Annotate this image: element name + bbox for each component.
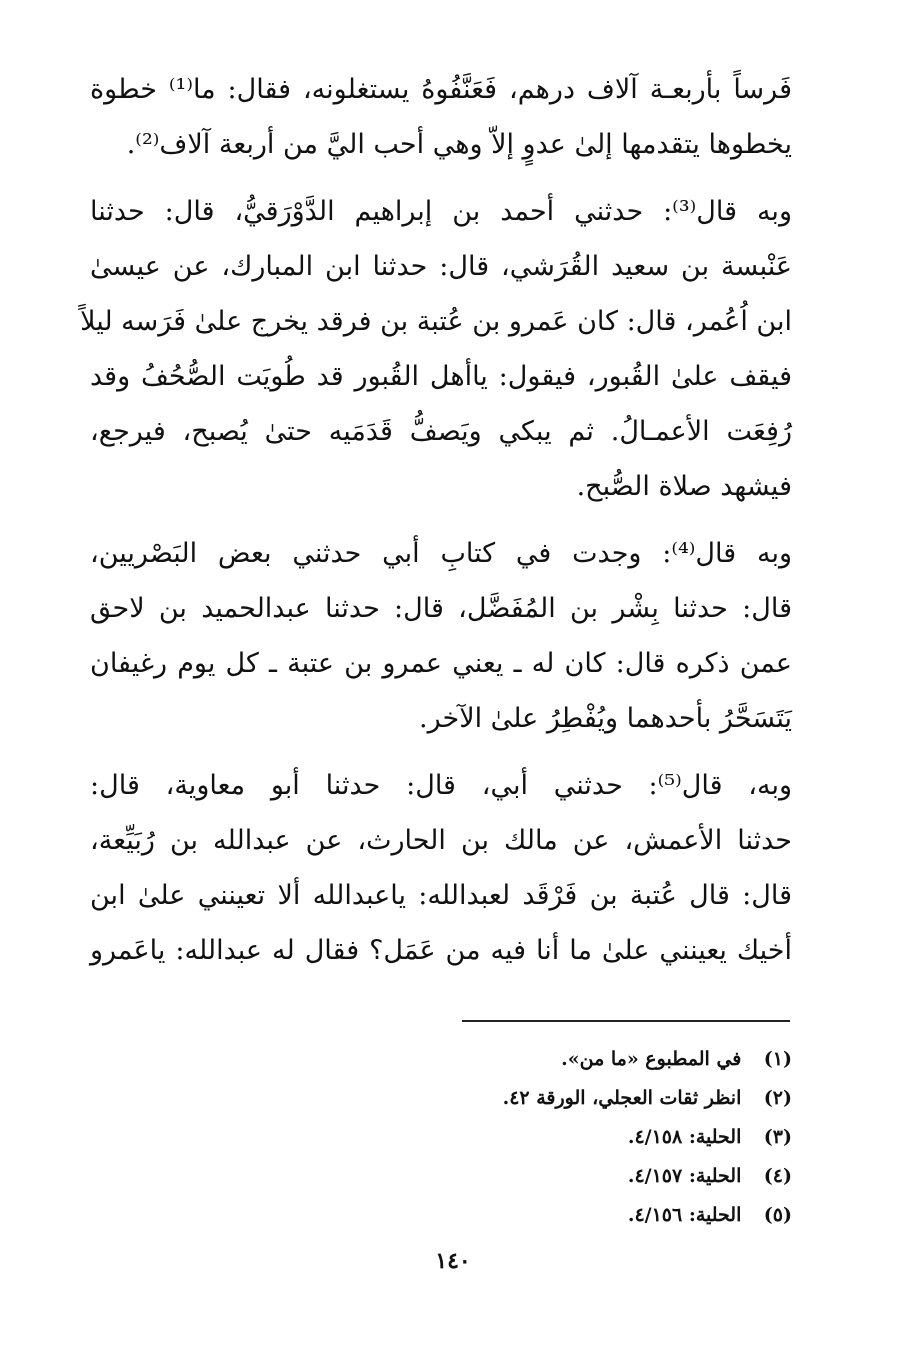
footnote-2 <box>400 1079 792 1118</box>
paragraph-2 <box>80 184 792 514</box>
text-line: فَرساً بأربعـة آلاف درهم، فَعَنَّفُوهُ يستغلونه، فقال: ما⁽¹⁾ خطوة <box>90 74 792 105</box>
text-line: وبه، قال⁽⁵⁾: حدثني أبي، قال: حدثنا أبو معاوية، قال: <box>90 770 792 801</box>
text-line: يخطوها يتقدمها إلىٰ عدوٍ إلاّ وهي أحب اليَّ من أربعة آلاف⁽²⁾. <box>126 129 792 160</box>
footnote-number: (٤) <box>763 1165 792 1187</box>
footnotes <box>400 1040 792 1235</box>
footnote-text: في المطبوع «ما من». <box>561 1048 742 1070</box>
footnote-1 <box>400 1040 792 1079</box>
footnote-3 <box>400 1118 792 1157</box>
text-line: رُفِعَت الأعمـالُ. ثم يبكي ويَصفُّ قَدَمَيه حتىٰ يُصبح، فيرجع، <box>90 416 792 447</box>
footnote-text: انظر ثقات العجلي، الورقة ٤٢. <box>502 1087 742 1109</box>
footnote-number: (٥) <box>763 1204 792 1226</box>
footnote-number: (١) <box>763 1048 792 1070</box>
footnote-number: (٣) <box>763 1126 792 1148</box>
footnote-text: الحلية: ٤/١٥٦. <box>627 1204 742 1226</box>
text-line: فيشهد صلاة الصُّبح. <box>576 471 792 502</box>
text-line: قال: قال عُتبة بن فَرْقَد لعبدالله: ياعبدالله ألا تعينني علىٰ ابن <box>90 880 792 911</box>
text-line: وبه قال⁽⁴⁾: وجدت في كتابِ أبي حدثني بعض البَصْريين، <box>90 538 793 569</box>
footnote-number: (٢) <box>763 1087 792 1109</box>
text-line: قال: حدثنا بِشْر بن المُفَضَّل، قال: حدثنا عبدالحميد بن لاحق <box>90 593 792 624</box>
text-line: عمن ذكره قال: كان له ـ يعني عمرو بن عتبة ـ كل يوم رغيفان <box>90 648 792 679</box>
footnote-5 <box>400 1196 792 1235</box>
text-line: ابن اُعُمر، قال: كان عَمرو بن عُتبة بن فرقد يخرج علىٰ فَرَسه ليلاً <box>80 306 792 337</box>
paragraph-1 <box>90 62 792 172</box>
footnote-text: الحلية: ٤/١٥٧. <box>627 1165 742 1187</box>
text-line: حدثنا الأعمش، عن مالك بن الحارث، عن عبدالله بن رُبَيِّعة، <box>90 825 792 856</box>
text-line: أخيك يعينني علىٰ ما أنا فيه من عَمَل؟ فقال له عبدالله: ياعَمرو <box>90 935 792 966</box>
paragraph-4 <box>90 758 792 978</box>
text-line: وبه قال⁽³⁾: حدثني أحمد بن إبراهيم الدَّوْرَقيُّ، قال: حدثنا <box>90 196 792 227</box>
paragraph-3 <box>90 526 792 746</box>
main-text <box>80 62 793 990</box>
text-line: يَتَسَحَّرُ بأحدهما ويُفْطِرُ علىٰ الآخر. <box>419 703 792 734</box>
text-line: فيقف علىٰ القُبور، فيقول: ياأهل القُبور قد طُويَت الصُّحُفُ وقد <box>90 361 792 392</box>
page-number: ١٤٠ <box>435 1248 471 1274</box>
footnote-4 <box>400 1157 792 1196</box>
footnote-divider <box>462 1020 790 1022</box>
footnote-text: الحلية: ٤/١٥٨. <box>627 1126 742 1148</box>
text-line: عَنْبسة بن سعيد القُرَشي، قال: حدثنا ابن المبارك، عن عيسىٰ <box>90 251 792 282</box>
